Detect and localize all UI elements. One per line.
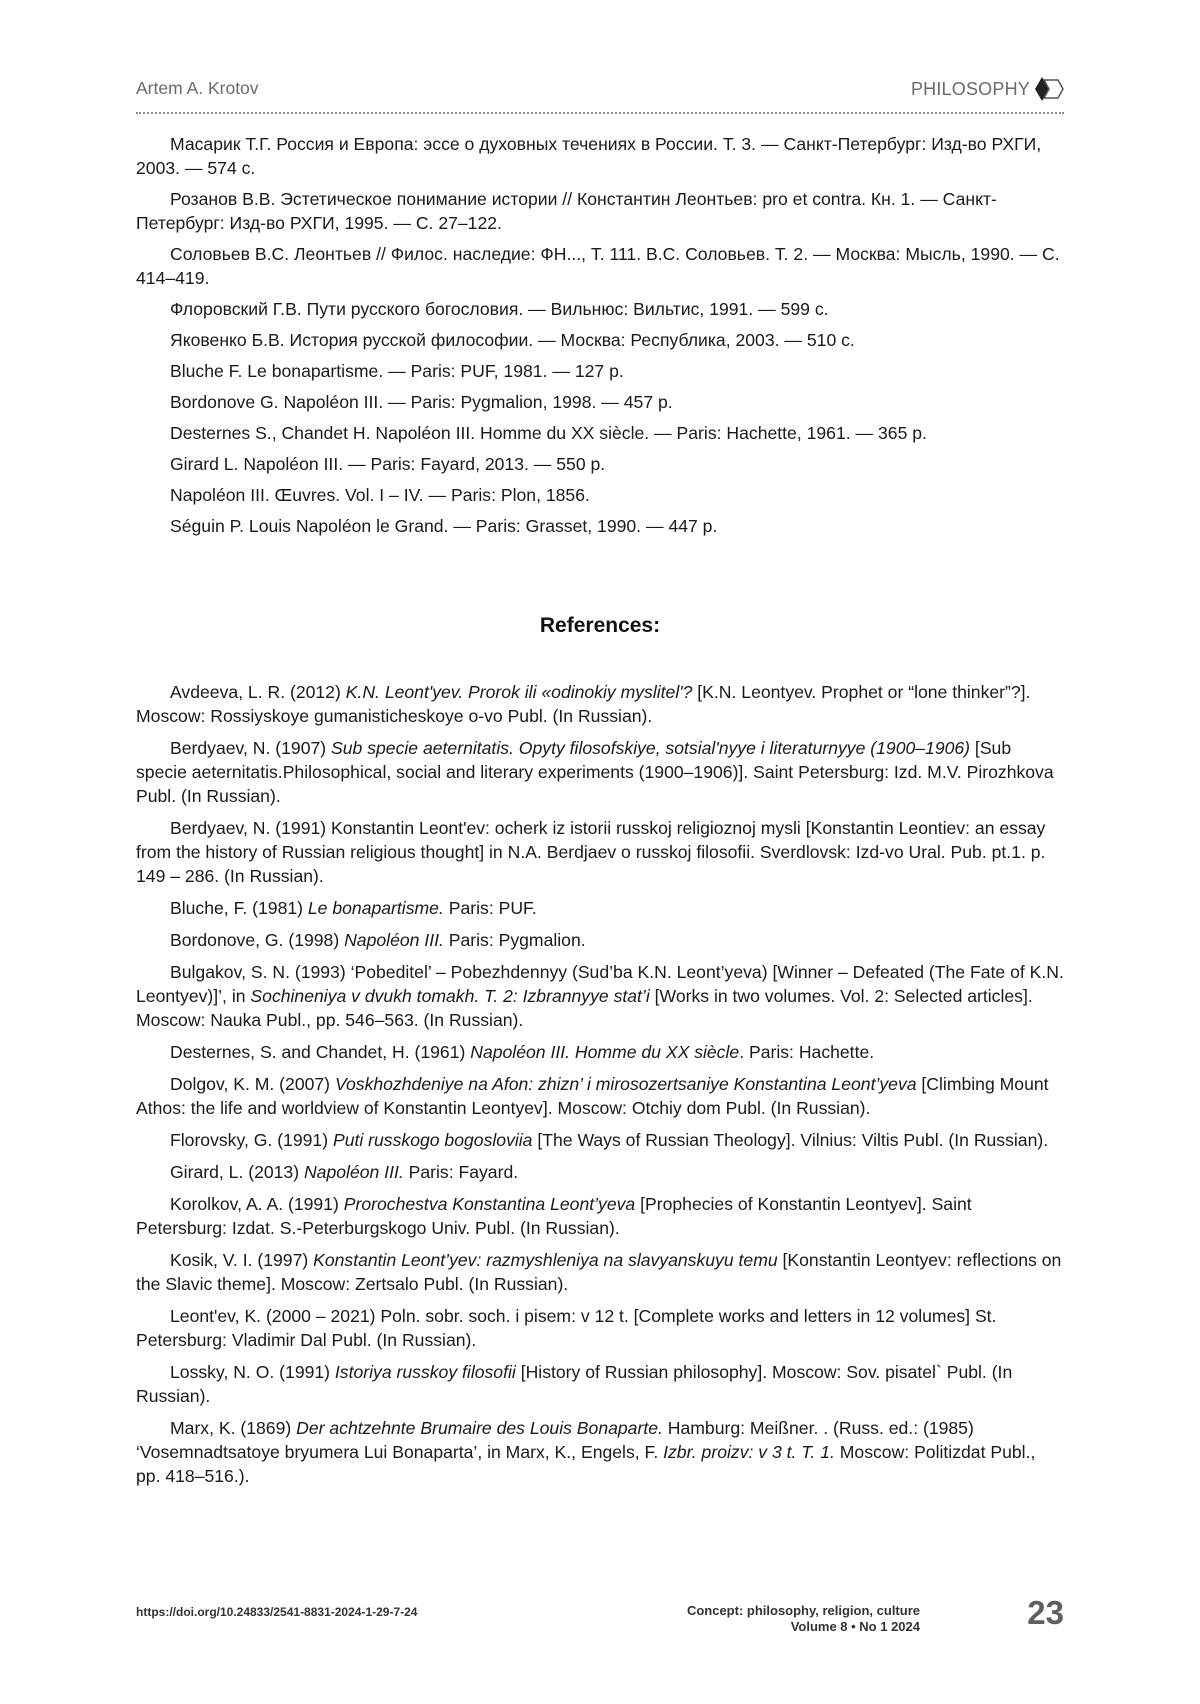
- reference-entry: Korolkov, A. A. (1991) Prorochestva Konstantina Leont’yeva [Prophecies of Konstantin Leontyev]. Saint Petersburg: Izdat. S.-Peterburgskogo Univ. Publ. (In Russian).: [136, 1194, 972, 1238]
- running-head-author: Artem A. Krotov: [136, 78, 259, 98]
- running-head-section: [911, 76, 1064, 102]
- bibliography-entry: Соловьев В.С. Леонтьев // Филос. наследие: ФН..., Т. 111. В.С. Соловьев. Т. 2. — Москва: Мысль, 1990. — С. 414–419.: [136, 244, 1060, 288]
- bibliography-entry: Bordonove G. Napoléon III. — Paris: Pygmalion, 1998. — 457 p.: [170, 392, 673, 412]
- reference-entry: Bulgakov, S. N. (1993) ‘Pobeditel’ – Pobezhdennyy (Sud’ba K.N. Leont’yeva) [Winner – Defeated (The Fate of K.N. Leontyev)]’, in Sochineniya v dvukh tomakh. T. 2: Izbrannyye stat’i [Works in two volumes. Vol. 2: Selected articles]. Moscow: Nauka Publ., pp. 546–563. (In Russian).: [136, 962, 1064, 1030]
- bibliography-entry: Desternes S., Chandet H. Napoléon III. Homme du XX siècle. — Paris: Hachette, 1961. — 365 p.: [170, 423, 927, 443]
- journal-issue: Volume 8 • No 1 2024: [790, 1619, 920, 1634]
- doi-link[interactable]: https://doi.org/10.24833/2541-8831-2024-1-29-7-24: [136, 1605, 418, 1619]
- reference-entry: Kosik, V. I. (1997) Konstantin Leont’yev: razmyshleniya na slavyanskuyu temu [Konstantin Leontyev: reflections on the Slavic theme]. Moscow: Zertsalo Publ. (In Russian).: [136, 1250, 1062, 1294]
- bibliography-entry: Флоровский Г.В. Пути русского богословия. — Вильнюс: Вильтис, 1991. — 599 с.: [170, 299, 829, 319]
- reference-entry: Berdyaev, N. (1991) Konstantin Leont'ev: ocherk iz istorii russkoj religioznoj mysli [Konstantin Leontiev: an essay from the history of Russian religious thought] in N.A. Berdjaev o russkoj filosofii. Sverdlovsk: Izd-vo Ural. Pub. pt.1. p. 149 – 286. (In Russian).: [136, 818, 1046, 886]
- reference-entry: Bluche, F. (1981) Le bonapartisme. Paris: PUF.: [170, 898, 537, 918]
- references-list: [136, 680, 1064, 1496]
- page-number: 23: [1027, 1594, 1064, 1631]
- reference-entry: Florovsky, G. (1991) Puti russkogo bogosloviia [The Ways of Russian Theology]. Vilnius: Viltis Publ. (In Russian).: [170, 1130, 1049, 1150]
- reference-entry: Desternes, S. and Chandet, H. (1961) Napoléon III. Homme du XX siècle. Paris: Hachette.: [170, 1042, 875, 1062]
- reference-entry: Leont'ev, K. (2000 – 2021) Poln. sobr. soch. i pisem: v 12 t. [Complete works and letters in 12 volumes] St. Petersburg: Vladimir Dal Publ. (In Russian).: [136, 1306, 997, 1350]
- diamond-arrow-icon: [1034, 76, 1064, 102]
- reference-entry: Marx, K. (1869) Der achtzehnte Brumaire des Louis Bonaparte. Hamburg: Meißner. . (Russ. ed.: (1985) ‘Vosemnadtsatoye bryumera Lui Bonaparta’, in Marx, K., Engels, F. Izbr. proizv: v 3 t. T. 1. Moscow: Politizdat Publ., pp. 418–516.).: [136, 1418, 1036, 1486]
- journal-info: [672, 1603, 920, 1635]
- bibliography-entry: Bluche F. Le bonapartisme. — Paris: PUF, 1981. — 127 p.: [170, 361, 624, 381]
- bibliography-entry: Napoléon III. Œuvres. Vol. I – IV. — Paris: Plon, 1856.: [170, 485, 590, 505]
- header-divider: [136, 112, 1064, 114]
- references-heading: References:: [539, 614, 661, 637]
- bibliography-entry: Масарик Т.Г. Россия и Европа: эссе о духовных течениях в России. Т. 3. — Санкт-Петербург: Изд-во РХГИ, 2003. — 574 с.: [136, 134, 1042, 178]
- bibliography-entry: Girard L. Napoléon III. — Paris: Fayard, 2013. — 550 p.: [170, 454, 606, 474]
- bibliography-entry: Яковенко Б.В. История русской философии. — Москва: Республика, 2003. — 510 с.: [170, 330, 855, 350]
- bibliography-list: [136, 132, 1064, 545]
- bibliography-entry: Розанов В.В. Эстетическое понимание истории // Константин Леонтьев: pro et contra. Кн. 1. — Санкт-Петербург: Изд-во РХГИ, 1995. — С. 27–122.: [136, 189, 997, 233]
- reference-entry: Avdeeva, L. R. (2012) K.N. Leont'yev. Prorok ili «odinokiy myslitel'? [K.N. Leontyev. Prophet or “lone thinker”?]. Moscow: Rossiyskoye gumanisticheskoye o-vo Publ. (In Russian).: [136, 682, 1031, 726]
- reference-entry: Girard, L. (2013) Napoléon III. Paris: Fayard.: [170, 1162, 519, 1182]
- reference-entry: Dolgov, K. M. (2007) Voskhozhdeniye na Afon: zhizn’ i mirosozertsaniye Konstantina Leont’yeva [Climbing Mount Athos: the life and worldview of Konstantin Leontyev]. Moscow: Otchiy dom Publ. (In Russian).: [136, 1074, 1049, 1118]
- section-label: PHILOSOPHY: [910, 78, 1030, 99]
- reference-entry: Berdyaev, N. (1907) Sub specie aeternitatis. Opyty filosofskiye, sotsial'nyye i literaturnyye (1900–1906) [Sub specie aeternitatis.Philosophical, social and literary experiments (1900–1906)]. Saint Petersburg: Izd. M.V. Pirozhkova Publ. (In Russian).: [136, 738, 1054, 806]
- bibliography-entry: Séguin P. Louis Napoléon le Grand. — Paris: Grasset, 1990. — 447 p.: [170, 516, 718, 536]
- reference-entry: Lossky, N. O. (1991) Istoriya russkoy filosofii [History of Russian philosophy]. Moscow: Sov. pisatel` Publ. (In Russian).: [136, 1362, 1013, 1406]
- reference-entry: Bordonove, G. (1998) Napoléon III. Paris: Pygmalion.: [170, 930, 586, 950]
- journal-title: Concept: philosophy, religion, culture: [686, 1603, 920, 1618]
